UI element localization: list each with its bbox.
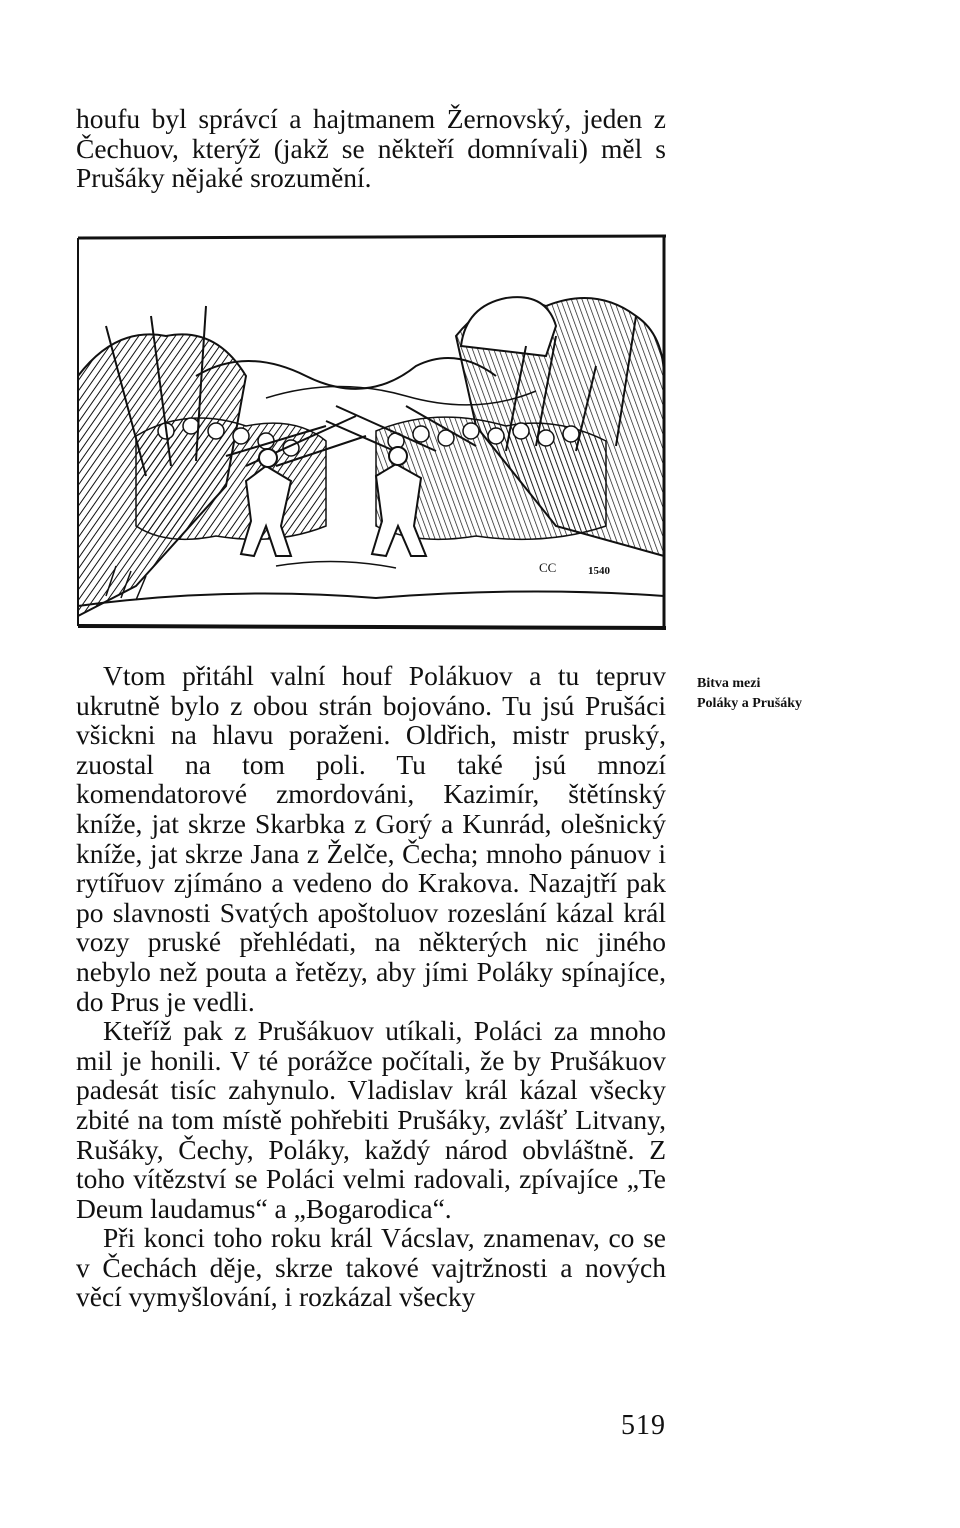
text-paragraph: Kteříž pak z Prušákuov utíkali, Poláci za mnoho mil je honili. V té porážce počítali, že by Prušákuov padesát tisíc zahynulo. Vladislav král kázal všecky zbité na tom místě pohřebiti Prušáky, zvlášť Litvany, Rušáky, Čechy, Poláky, každý národ obvláštně. Z toho vítězství se Poláci velmi radovali, zpívajíce „Te Deum laudamus“ a „Bogarodica“. — [76, 1015, 666, 1224]
margin-note-line: Bitva mezi — [697, 676, 761, 691]
battle-woodcut-illustration — [76, 226, 668, 630]
main-text — [76, 661, 666, 1312]
woodcut-monogram: CC — [539, 560, 557, 575]
text-paragraph: Vtom přitáhl valní houf Polákuov a tu tepruv ukrutně bylo z obou strán bojováno. Tu jsú Prušáci všickni na hlavu poraženi. Oldřich, mistr pruský, zuostal na tom poli. Tu také jsú mnozí komendatorové zmordováni, Kazimír, štětínský kníže, jat skrze Skarbka z Gorý a Kunrád, olešnický kníže, jat skrze Jana z Želče, Čecha; mnoho pánuov i rytířuov zjímáno a vedeno do Krakova. Nazajtří pak po slavnosti Svatých apoštoluov rozeslání kázal král vozy pruské přehlédati, na některých nic jiného nebylo než pouta a řetězy, aby jími Poláky spínajíce, do Prus je vedli. — [76, 660, 666, 1017]
margin-note-line: Poláky a Prušáky — [697, 696, 803, 711]
page-number: 519 — [621, 1410, 666, 1441]
text-paragraph: Při konci toho roku král Vácslav, znamenav, co se v Čechách děje, skrze takové vajtržnosti a nových věcí vymyšlování, i rozkázal všecky — [76, 1222, 666, 1313]
margin-note — [697, 674, 897, 714]
text-paragraph: houfu byl správcí a hajtmanem Žernovský, jeden z Čechuov, kterýž (jakž se někteří domnívali) měl s Prušáky nějaké srozumění. — [76, 103, 666, 194]
top-paragraph — [76, 104, 666, 193]
woodcut-year: 1540 — [588, 565, 610, 577]
